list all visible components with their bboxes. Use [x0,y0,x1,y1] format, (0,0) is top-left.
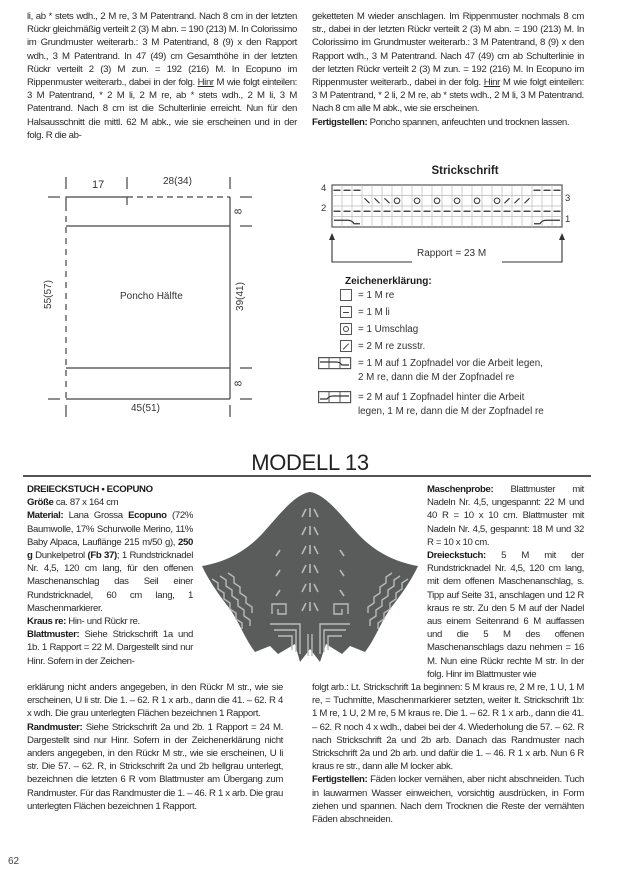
poncho-schematic [30,165,270,420]
yarn-color-code: (Fb 37) [87,550,117,562]
dim-bottom-width: 45(51) [131,403,160,414]
text-run: Lana Grossa [63,510,129,522]
dreieckstuch-label: Dreieckstuch: [427,550,486,562]
purl-stitch-icon [340,306,352,318]
text-run: (72% Baumwolle, 17% Schurwolle Merino, 11% Baby Alpaca, Lauflänge 215 m/50 g), [27,510,193,548]
neck-opening [66,197,127,205]
cable-back-icon [318,391,352,404]
size-label: Größe [27,497,54,509]
knit-stitch-icon [340,289,352,301]
kraus-label: Kraus re: [27,616,66,628]
legend-item-knit [316,289,394,303]
rapport-label: Rapport = 23 M [413,248,490,259]
fertigstellen-label: Fertigstellen: [312,116,368,128]
legend-text: 2 M re, dann die M der Zopfnadel re [358,371,515,383]
text-run: Hin- und Rückr re. [65,616,140,628]
instructions-gauge [427,483,584,681]
fertigstellen-text: Poncho spannen, anfeuchten und trocknen lassen. [367,116,570,128]
arrow-up-icon [329,233,335,240]
section-title: MODELL 13 [251,450,369,475]
yarn-brand: Ecopuno [128,510,167,522]
legend-item-cable-back [316,391,544,418]
dim-shoulder-width: 28(34) [163,176,192,187]
row-label-3: 3 [565,193,571,204]
dim-neck-width: 17 [92,179,105,191]
cable-front-icon [318,357,352,370]
row-label-4: 4 [321,183,327,194]
dim-body-height: 39(41) [234,282,246,311]
text-run: erklärung nicht anders angegeben, in den Rückr M str., wie sie erscheinen, U li str. Die 1. – 62. R 1 x arb., dann die 41. – 62. R 4 x wdh. Die grau unterlegten Flächen bezeichnen 1 Rapport. [27,682,283,720]
fertigstellen-label: Fertigstellen: [312,774,368,786]
instructions-top-right [312,10,584,129]
legend-item-k2tog [316,340,425,354]
dim-rib-bottom: 8 [233,380,245,387]
shawl-photo [200,484,420,672]
dim-rib-top: 8 [233,208,245,215]
text-run: Dunkelpetrol [32,550,88,562]
hinr-underlined: Hinr [197,77,214,89]
material-label: Material: [27,510,64,522]
hinr-underlined: Hinr [483,77,500,89]
legend-item-yarn-over [316,323,418,337]
legend-text: legen, 1 M re, dann die M der Zopfnadel re [358,405,544,417]
size-value: ca. 87 x 164 cm [53,497,119,509]
legend-text: = 2 M re zusstr. [358,341,426,352]
legend-item-purl [316,306,390,320]
text-run: Fäden locker vernähen, aber nicht abschneiden. Tuch in lauwarmen Wasser einweichen, vorsichtig ausdrücken, in Form ziehen und spannen. Nach dem Trocknen die Reste der vernähten Fäden abschneiden. [312,774,584,826]
legend-title: Zeichenerklärung: [345,276,432,287]
randmuster-label: Randmuster: [27,721,83,733]
page-number: 62 [8,856,20,867]
text-run: M wie folgt einteilen: 3 M Patentrand, * 2 M li, 2 M re, ab * stets wdh., 2 M li, 3 M Patentrand. Nach 8 cm ist die Schulterlinie erreicht. Nun für den Halsausschnitt die mittl. 62 M abk., wie sie erscheinen und in der folg. R die ab- [27,77,297,141]
instructions-materials [27,483,193,668]
maschenprobe-label: Maschenprobe: [427,484,494,495]
chart-title: Strickschrift [431,165,499,177]
text-run: Siehe Strickschrift 1a und 1b. 1 Rapport = 22 M. Dargestellt sind nur Hinr. Sofern in der Zeichen- [27,629,193,667]
text-run: ; 1 Rundstricknadel Nr. 4,5, 120 cm lang, für den offenen Maschenanschlag das Seil einer Rundstricknadel, 60 cm lang, 1 Maschenmarkierer. [27,550,193,614]
text-run: folgt arb.: Lt. Strickschrift 1a beginnen: 5 M kraus re, 2 M re, 1 U, 1 M re, = Tuchmitte, Maschenmarkierer setzten, weiter lt. Strickschrift 1b: 1 M re, 1 U, 2 M re, 5 M kraus re. Die 1. – 62. R 1 x arb., dann die 41. – 62. R noch 4 x wdh., dabei bei der 4. Wiederholung die 57. – 62. R nach Strickschrift 2a und 2b arb. Danach das Randmuster nach Strickschrift 2a und 2b arb. und dafür die 1. – 46. R 1 x arb. Nun 6 R kraus re str., dann alle M locker abk. [312,682,584,773]
text-run: 5 M mit der Rundstricknadel Nr. 4,5, 120 cm lang, mit dem offenen Maschenanschlag, s. Tipp auf Seite 31, anschlagen und 12 R kraus re str. Zu den 5 M auf der Nadel aus einem Seitenrand 6 M auffassen und die 5 M des offenen Maschenanschlags dazu nehmen = 16 M. Nun eine Rückr rechte M str. In der folg. Hinr im Blattmuster wie [427,550,584,680]
instructions-patterns [27,681,283,813]
instructions-top-left [27,10,297,142]
row-label-2: 2 [321,203,327,214]
text-run: Siehe Strickschrift 2a und 2b. 1 Rapport = 24 M. Dargestellt sind nur Hinr. Sofern in der Zeichenerklärung nicht anders angegeben, in den Rückr M str., wie sie erscheinen, U li str. Die 57. – 62. R, in Strickschrift 2a und 2b hellgrau unterlegt, bezeichnen die letzten 6 R vom Blattmuster am Übergang zum Randmuster. Für das Randmuster die 1. – 46. R 1 x arb. Die grau unterlegten Flächen bezeichnen 1 Rapport. [27,721,283,812]
yarn-over-icon [340,323,352,335]
text-run: li, ab * stets wdh., 2 M re, 3 M Patentrand. Nach 8 cm in der letzten Rückr gleichmäßig verteilt 2 (3) M abn. = 190 (213) M. In Colorissimo im Grundmuster weiterarb.: 3 M Patentrand, 8 (9) x den Rapport wdh., 3 M Patentrand. In 47 (49) cm Gesamthöhe in der letzten Rückr verteilt 2 (3) M zun. = 192 (216) M. In Ecopuno im Rippenmuster weiterarb., dabei in der folg. [27,11,297,89]
pattern-heading: DREIECKSTUCH • ECOPUNO [27,484,153,495]
instructions-finishing [312,681,584,826]
yarn-amount: 250 g [27,536,193,562]
legend-text: = 2 M auf 1 Zopfnadel hinter die Arbeit [358,392,525,403]
legend-text: = 1 M auf 1 Zopfnadel vor die Arbeit legen, [358,358,543,369]
text-run: Blattmuster mit Nadeln Nr. 4,5, ungespannt: 22 M und 40 R = 10 x 10 cm. Blattmuster mit Nadeln Nr. 4,5, gespannt: 18 M und 32 R = 10 x 10 cm. [427,484,584,548]
rapport-line-left [332,240,412,262]
text-run: geketteten M wieder anschlagen. Im Rippenmuster nochmals 8 cm str., dabei in der letzten Rückr verteilt 2 (3) M abn. = 190 (213) M. In Colorissimo im Grundmuster weiterarb.: 3 M Patentrand, 8 (9) x den Rapport wdh., 3 M Patentrand. Nach 47 (49) cm ab Schulterlinie in der letzten Rückr verteilt 2 (3) M zun. = 192 (216) M. In Ecopuno im Rippenmuster weiterarb., dabei in der folg. [312,11,584,89]
text-run: M wie folgt einteilen: 3 M Patentrand, * 2 li, 2 M re, ab * stets wdh., 2 M li, 3 M Patentrand. Nach 8 cm alle M abk., wie sie erscheinen. [312,77,584,115]
section-divider [23,475,591,477]
legend-text: = 1 M li [358,307,390,318]
piece-label: Poncho Hälfte [120,291,183,302]
legend-item-cable-front [316,357,543,384]
rapport-line-right [502,240,562,262]
arrow-up-icon [559,233,565,240]
legend-text: = 1 M re [358,290,395,301]
k2tog-icon [340,340,352,352]
dim-total-height: 55(57) [42,280,54,309]
shawl-illustration [200,484,420,672]
legend-text: = 1 Umschlag [358,324,419,335]
row-label-1: 1 [565,214,571,225]
blattmuster-label: Blattmuster: [27,629,80,641]
